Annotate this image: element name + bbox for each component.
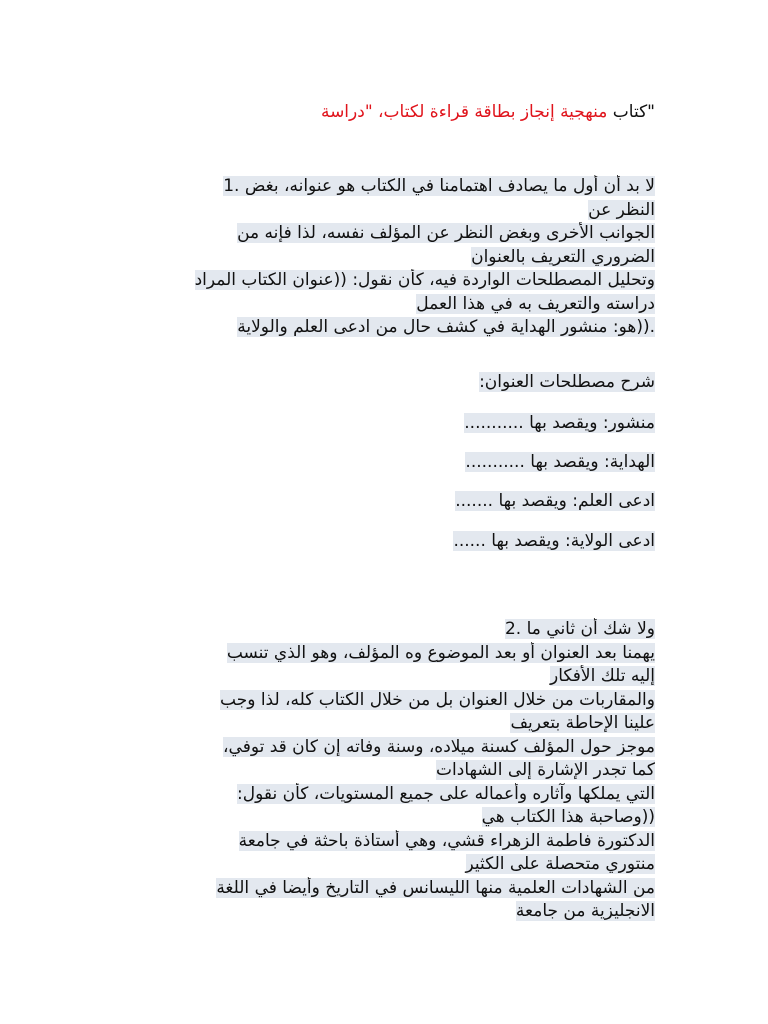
paragraph-line: دراسته والتعريف به في هذا العمل — [416, 293, 655, 314]
paragraph-line: الضروري التعريف بالعنوان — [471, 246, 655, 267]
paragraph-line: والمقاربات من خلال العنوان بل من خلال الكتاب كله، لذا وجب — [220, 689, 655, 710]
paragraph-line: إليه تلك الأفكار — [550, 666, 655, 686]
paragraph-line: الانجليزية من جامعة — [515, 901, 655, 921]
title-red-part: منهجية إنجاز بطاقة قراءة لكتاب، "دراسة — [320, 102, 608, 122]
paragraph-line: منتوري متحصلة على الكثير — [465, 854, 655, 874]
paragraph-line: الجوانب الأخرى وبغض النظر عن المؤلف نفسه، لذا فإنه من — [237, 223, 655, 243]
term-item: الهداية: ويقصد بها ........... — [465, 452, 655, 472]
paragraph-line: لا بد أن أول ما يصادف اهتمامنا في الكتاب هو عنوانه، بغض .1 — [223, 176, 655, 196]
paragraph-line: النظر عن — [588, 199, 655, 220]
paragraph-line: يهمنا بعد العنوان أو بعد الموضوع وه المؤلف، وهو الذي تنسب — [226, 642, 655, 663]
paragraph-line: ((وصاحبة هذا الكتاب هي — [481, 807, 655, 827]
paragraph-line: الدكتورة فاطمة الزهراء قشي، وهي أستاذة باحثة في جامعة — [238, 830, 655, 851]
section-1-paragraph — [115, 175, 655, 340]
document-title — [115, 101, 655, 125]
term-item: منشور: ويقصد بها ........... — [464, 413, 655, 433]
term-item: ادعى العلم: ويقصد بها ....... — [455, 491, 655, 511]
title-black-part: "كتاب — [612, 102, 655, 122]
paragraph-line: وتحليل المصطلحات الواردة فيه، كأن نقول: ((عنوان الكتاب المراد — [194, 270, 655, 290]
terms-heading: شرح مصطلحات العنوان: — [479, 372, 655, 392]
section-2-paragraph — [115, 618, 655, 924]
paragraph-line: ولا شك أن ثاني ما .2 — [504, 619, 655, 639]
paragraph-line: موجز حول المؤلف كسنة ميلاده، وسنة وفاته إن كان قد توفي، — [223, 736, 655, 757]
paragraph-line: التي يملكها وآثاره وأعماله على جميع المستويات، كأن نقول: — [237, 783, 655, 804]
paragraph-line: علينا الإحاطة بتعريف — [510, 713, 655, 733]
paragraph-line: كما تجدر الإشارة إلى الشهادات — [436, 760, 655, 780]
paragraph-line: .((هو: منشور الهداية في كشف حال من ادعى العلم والولاية — [237, 317, 655, 337]
term-item: ادعى الولاية: ويقصد بها ...... — [453, 531, 655, 551]
paragraph-line: من الشهادات العلمية منها الليسانس في التاريخ وأيضا في اللغة — [216, 877, 655, 898]
